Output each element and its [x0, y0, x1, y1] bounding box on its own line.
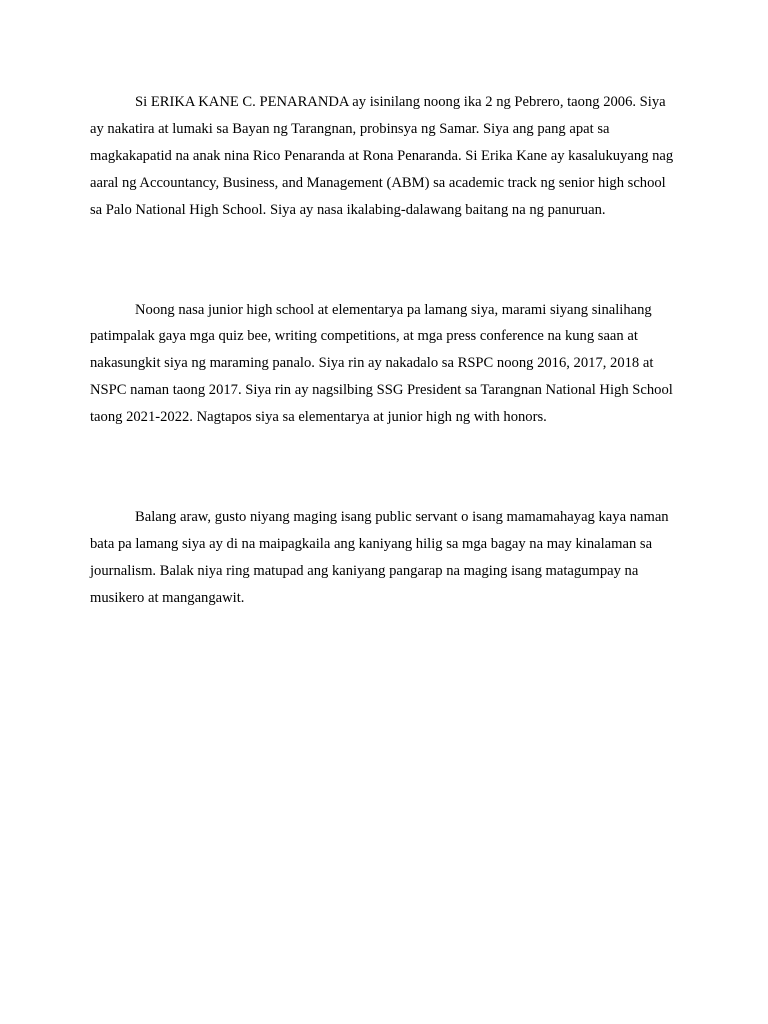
paragraph-aspirations: Balang araw, gusto niyang maging isang public servant o isang mamamahayag kaya naman bata pa lamang siya ay di na maipagkaila ang kaniyang hilig sa mga bagay na may kinalaman sa journalism. Balak niya ring matupad ang kaniyang pangarap na maging isang matagumpay na musikero at mangangawit. — [90, 509, 669, 606]
paragraph-birth-and-background: Si ERIKA KANE C. PENARANDA ay isinilang noong ika 2 ng Pebrero, taong 2006. Siya ay nakatira at lumaki sa Bayan ng Tarangnan, probinsya ng Samar. Siya ang pang apat sa magkakapatid na anak nina Rico Penaranda at Rona Penaranda. Si Erika Kane ay kasalukuyang nag aaral ng Accountancy, Business, and Management (ABM) sa academic track ng senior high school sa Palo National High School. Siya ay nasa ikalabing-dalawang baitang na ng panuruan. — [90, 94, 674, 218]
paragraph-achievements: Noong nasa junior high school at elementarya pa lamang siya, marami siyang sinalihang patimpalak gaya mga quiz bee, writing competitions, at mga press conference na kung saan at nakasungkit siya ng maraming panalo. Siya rin ay nakadalo sa RSPC noong 2016, 2017, 2018 at NSPC naman taong 2017. Siya rin ay nagsilbing SSG President sa Tarangnan National High School taong 2021-2022. Nagtapos siya sa elementarya at junior high ng with honors. — [90, 301, 673, 426]
document-body — [90, 89, 674, 612]
